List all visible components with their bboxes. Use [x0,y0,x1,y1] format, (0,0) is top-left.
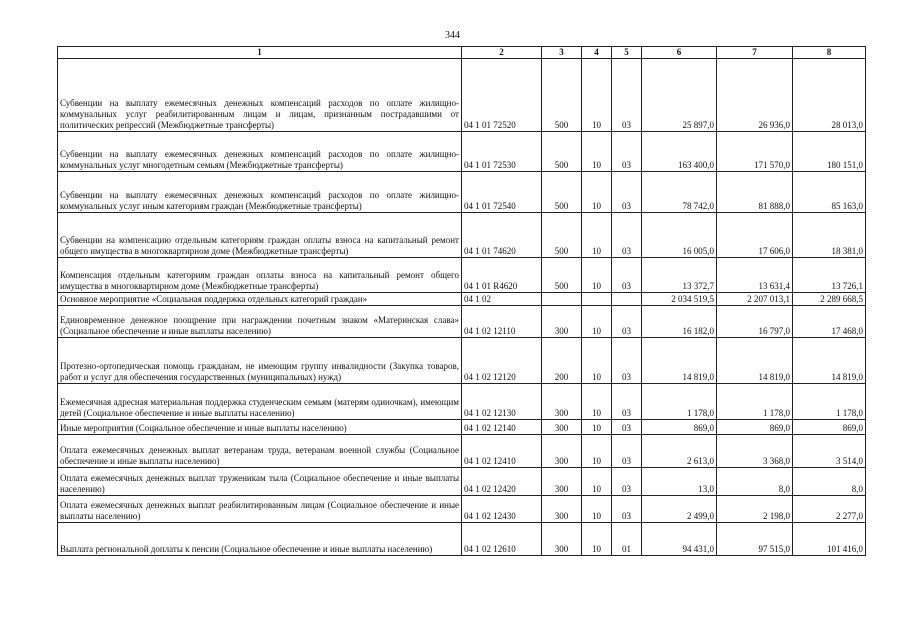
header-col-8: 8 [793,47,866,59]
row-col-3: 300 [542,420,582,435]
row-code: 04 1 02 12130 [462,384,542,420]
row-col-3: 300 [542,306,582,338]
row-col-4: 10 [582,306,612,338]
row-col-4: 10 [582,59,612,132]
row-col-5: 01 [612,523,642,556]
row-col-3 [542,293,582,306]
row-amount-7: 8,0 [717,468,793,496]
row-amount-7: 1 178,0 [717,384,793,420]
row-amount-6: 25 897,0 [642,59,717,132]
row-amount-6: 2 034 519,5 [642,293,717,306]
row-description: Основное мероприятие «Социальная поддержка отдельных категорий граждан» [58,293,462,306]
row-col-5 [612,293,642,306]
row-amount-8: 17 468,0 [793,306,866,338]
header-col-2: 2 [462,47,542,59]
row-amount-7: 97 515,0 [717,523,793,556]
header-col-7: 7 [717,47,793,59]
header-col-5: 5 [612,47,642,59]
row-col-3: 500 [542,132,582,172]
row-col-3: 500 [542,213,582,258]
row-amount-8: 1 178,0 [793,384,866,420]
row-description: Протезно-ортопедическая помощь гражданам, не имеющим группу инвалидности (Закупка товаров, работ и услуг для обеспечения государственных (муниципальных) нужд) [58,338,462,384]
row-col-5: 03 [612,338,642,384]
row-code: 04 1 01 72520 [462,59,542,132]
row-amount-7: 13 631,4 [717,258,793,293]
row-col-5: 03 [612,213,642,258]
row-description: Субвенции на выплату ежемесячных денежных компенсаций расходов по оплате жилищно-коммунальных услуг иным категориям граждан (Межбюджетные трансферты) [58,172,462,213]
table-row [58,435,866,468]
row-description: Субвенции на выплату ежемесячных денежных компенсаций расходов по оплате жилищно-коммунальных услуг реабилитированным лицам и лицам, признанным пострадавшими от политических репрессий (Межбюджетные трансферты) [58,59,462,132]
row-col-4: 10 [582,523,612,556]
table-row [58,258,866,293]
row-col-5: 03 [612,258,642,293]
row-amount-8: 869,0 [793,420,866,435]
row-col-4: 10 [582,258,612,293]
row-amount-7: 171 570,0 [717,132,793,172]
header-row [58,47,866,59]
row-amount-6: 94 431,0 [642,523,717,556]
table-row [58,172,866,213]
row-amount-6: 14 819,0 [642,338,717,384]
table-body [58,59,866,556]
row-col-3: 500 [542,258,582,293]
header-col-3: 3 [542,47,582,59]
row-col-4 [582,293,612,306]
row-amount-8: 180 151,0 [793,132,866,172]
table-row [58,420,866,435]
row-col-3: 200 [542,338,582,384]
row-code: 04 1 01 72530 [462,132,542,172]
table-row [58,132,866,172]
row-col-4: 10 [582,384,612,420]
row-amount-7: 2 198,0 [717,496,793,523]
row-description: Субвенции на компенсацию отдельным категориям граждан оплаты взноса на капитальный ремонт общего имущества в многоквартирном доме (Межбюджетные трансферты) [58,213,462,258]
row-code: 04 1 02 12410 [462,435,542,468]
row-col-3: 300 [542,384,582,420]
row-code: 04 1 02 [462,293,542,306]
row-amount-8: 101 416,0 [793,523,866,556]
budget-table [57,46,866,556]
row-col-5: 03 [612,132,642,172]
row-amount-6: 2 499,0 [642,496,717,523]
row-description: Субвенции на выплату ежемесячных денежных компенсаций расходов по оплате жилищно-коммунальных услуг многодетным семьям (Межбюджетные трансферты) [58,132,462,172]
row-amount-6: 869,0 [642,420,717,435]
row-col-5: 03 [612,306,642,338]
row-amount-6: 2 613,0 [642,435,717,468]
row-description: Иные мероприятия (Социальное обеспечение и иные выплаты населению) [58,420,462,435]
row-amount-6: 13,0 [642,468,717,496]
table-row [58,213,866,258]
row-amount-8: 85 163,0 [793,172,866,213]
table-row [58,468,866,496]
row-amount-6: 78 742,0 [642,172,717,213]
row-col-3: 500 [542,172,582,213]
row-description: Выплата региональной доплаты к пенсии (Социальное обеспечение и иные выплаты населению) [58,523,462,556]
row-amount-8: 18 381,0 [793,213,866,258]
row-amount-7: 17 606,0 [717,213,793,258]
row-amount-7: 3 368,0 [717,435,793,468]
row-amount-7: 26 936,0 [717,59,793,132]
row-amount-6: 16 182,0 [642,306,717,338]
row-code: 04 1 01 R4620 [462,258,542,293]
row-col-5: 03 [612,420,642,435]
row-description: Оплата ежемесячных денежных выплат реабилитированным лицам (Социальное обеспечение и иные выплаты населению) [58,496,462,523]
row-amount-7: 81 888,0 [717,172,793,213]
row-col-5: 03 [612,435,642,468]
row-code: 04 1 02 12140 [462,420,542,435]
row-code: 04 1 02 12430 [462,496,542,523]
row-col-3: 300 [542,496,582,523]
row-amount-7: 14 819,0 [717,338,793,384]
row-code: 04 1 02 12110 [462,306,542,338]
row-description: Единовременное денежное поощрение при награждении почетным знаком «Материнская слава» (Социальное обеспечение и иные выплаты населению) [58,306,462,338]
row-col-5: 03 [612,172,642,213]
row-col-4: 10 [582,338,612,384]
row-code: 04 1 01 74620 [462,213,542,258]
header-col-4: 4 [582,47,612,59]
header-col-1: 1 [58,47,462,59]
row-col-3: 300 [542,523,582,556]
row-col-5: 03 [612,496,642,523]
row-col-4: 10 [582,172,612,213]
row-amount-8: 8,0 [793,468,866,496]
table-row [58,306,866,338]
row-description: Компенсация отдельным категориям граждан оплаты взноса на капитальный ремонт общего имущества в многоквартирном доме (Межбюджетные трансферты) [58,258,462,293]
row-description: Ежемесячная адресная материальная поддержка студенческим семьям (матерям одиночкам), имеющим детей (Социальное обеспечение и иные выплаты населению) [58,384,462,420]
row-col-3: 300 [542,468,582,496]
table-row [58,523,866,556]
row-amount-6: 13 372,7 [642,258,717,293]
table-row [58,338,866,384]
row-amount-7: 869,0 [717,420,793,435]
row-col-4: 10 [582,213,612,258]
row-description: Оплата ежемесячных денежных выплат ветеранам труда, ветеранам военной службы (Социальное обеспечение и иные выплаты населению) [58,435,462,468]
row-code: 04 1 02 12120 [462,338,542,384]
row-amount-8: 2 277,0 [793,496,866,523]
header-col-6: 6 [642,47,717,59]
row-code: 04 1 02 12610 [462,523,542,556]
row-col-5: 03 [612,384,642,420]
row-col-5: 03 [612,59,642,132]
row-col-3: 300 [542,435,582,468]
row-amount-8: 3 514,0 [793,435,866,468]
row-col-4: 10 [582,132,612,172]
row-code: 04 1 02 12420 [462,468,542,496]
table-row [58,293,866,306]
row-col-3: 500 [542,59,582,132]
row-amount-6: 16 005,0 [642,213,717,258]
row-col-4: 10 [582,420,612,435]
table-row [58,59,866,132]
row-amount-6: 163 400,0 [642,132,717,172]
table-row [58,496,866,523]
row-amount-8: 14 819,0 [793,338,866,384]
row-col-4: 10 [582,435,612,468]
row-amount-8: 2 289 668,5 [793,293,866,306]
row-code: 04 1 01 72540 [462,172,542,213]
row-amount-8: 13 726,1 [793,258,866,293]
row-description: Оплата ежемесячных денежных выплат труженикам тыла (Социальное обеспечение и иные выплаты населению) [58,468,462,496]
page-number: 344 [445,30,460,41]
row-col-4: 10 [582,496,612,523]
row-amount-8: 28 013,0 [793,59,866,132]
row-amount-7: 2 207 013,1 [717,293,793,306]
table-row [58,384,866,420]
row-col-4: 10 [582,468,612,496]
row-col-5: 03 [612,468,642,496]
row-amount-6: 1 178,0 [642,384,717,420]
row-amount-7: 16 797,0 [717,306,793,338]
